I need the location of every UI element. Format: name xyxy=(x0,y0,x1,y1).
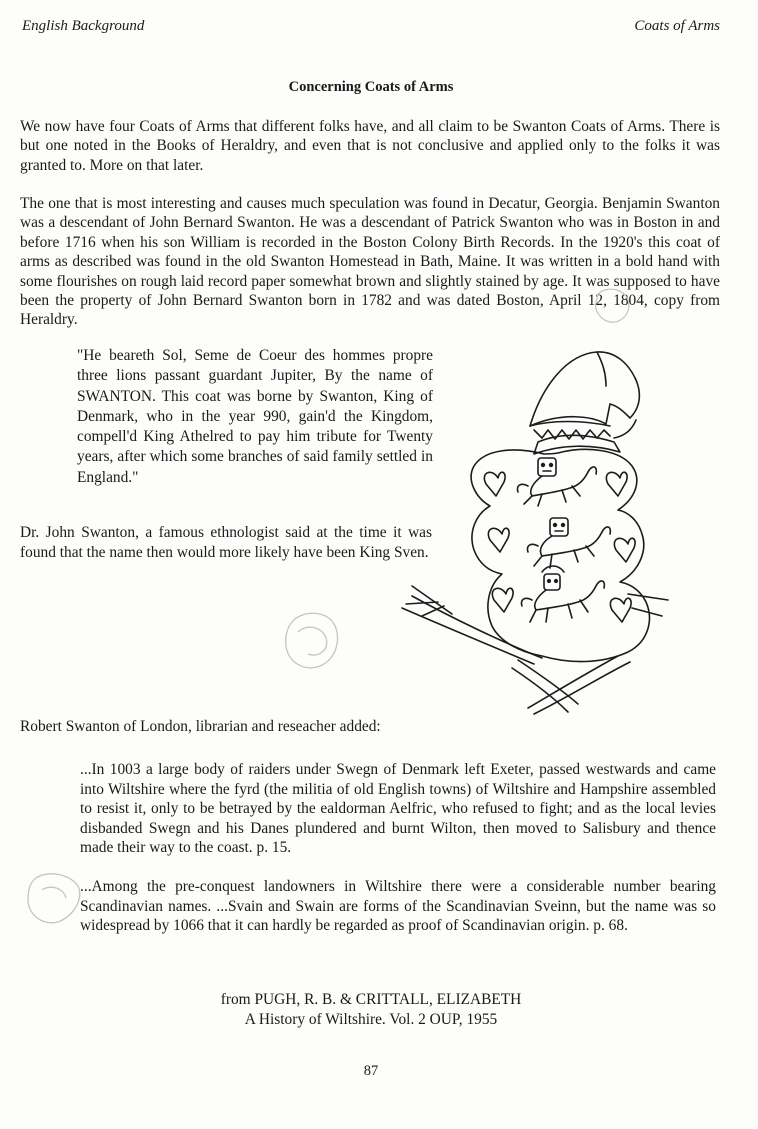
paper-stain-mark-top xyxy=(590,284,634,328)
excerpt-raiders: ...In 1003 a large body of raiders under Swegn of Denmark left Exeter, passed westwards and came into Wiltshire where the fyrd (the militia of old English towns) of Wiltshire and Hampshire assembled to resist it, only to be betrayed by the ealdorman Aelfric, who refused to fight; and as the local levies disbanded Swegn and his Danes plundered and burnt Wilton, then moved to Salisbury and thence made their way to the coast. p. 15. xyxy=(80,761,716,857)
shield-outline xyxy=(471,449,649,661)
paragraph-decatur: The one that is most interesting and causes much speculation was found in Decatur, Georgia. Benjamin Swanton was a descendant of John Bernard Swanton. He was a descendant of Patrick Swanton who was in Boston in and before 1716 when his son William is recorded in the Boston Colony Birth Records. In the 1920's this coat of arms as described was found in the old Swanton Homestead in Bath, Maine. It was written in a bold hand with some flourishes on rough laid record paper somewhat brown and slightly stained by age. It was supposed to have been the property of John Bernard Swanton born in 1782 and was dated Boston, April 12, 1804, copy from Heraldry. xyxy=(20,195,720,329)
paragraph-ethnologist: Dr. John Swanton, a famous ethnologist said at the time it was found that the name then would more likely have been King Sven. xyxy=(20,524,432,562)
source-citation xyxy=(0,990,742,1030)
running-header-right: Coats of Arms xyxy=(634,18,720,34)
excerpt-landowners: ...Among the pre-conquest landowners in Wiltshire there were a considerable number bearing Scandinavian names. ...Svain and Swain are forms of the Scandinavian Sveinn, but the name was so widespread by 1066 that it can hardly be regarded as proof of Scandinavian origin. p. 68. xyxy=(80,878,716,935)
heraldry-quote: "He beareth Sol, Seme de Coeur des hommes propre three lions passant guardant Jupiter, By the name of SWANTON. This coat was borne by Swanton, King of Denmark, who in the year 990, gain'd the Kingdom, compell'd King Athelred to pay him tribute for Twenty years, after which some branches of said family settled in England." xyxy=(77,347,433,486)
paper-stain-mark-margin xyxy=(22,868,86,928)
section-title: Concerning Coats of Arms xyxy=(288,79,454,95)
coat-of-arms-drawing-icon xyxy=(392,346,674,716)
paragraph-intro: We now have four Coats of Arms that different folks have, and all claim to be Swanton Coats of Arms. There is but one noted in the Books of Heraldry, and even that is not conclusive and applied only to the folks it was granted to. More on that later. xyxy=(20,118,720,174)
paper-stain-mark xyxy=(282,608,342,672)
robert-swanton-intro: Robert Swanton of London, librarian and reseacher added: xyxy=(20,718,381,735)
source-title: A History of Wiltshire. Vol. 2 OUP, 1955 xyxy=(244,1011,498,1028)
page-number: 87 xyxy=(363,1063,379,1079)
lions-passant xyxy=(517,458,610,622)
running-header-left: English Background xyxy=(22,18,145,34)
source-authors: from PUGH, R. B. & CRITTALL, ELIZABETH xyxy=(220,991,522,1008)
hearts-seme xyxy=(484,472,635,622)
helmet-crest xyxy=(530,352,639,454)
